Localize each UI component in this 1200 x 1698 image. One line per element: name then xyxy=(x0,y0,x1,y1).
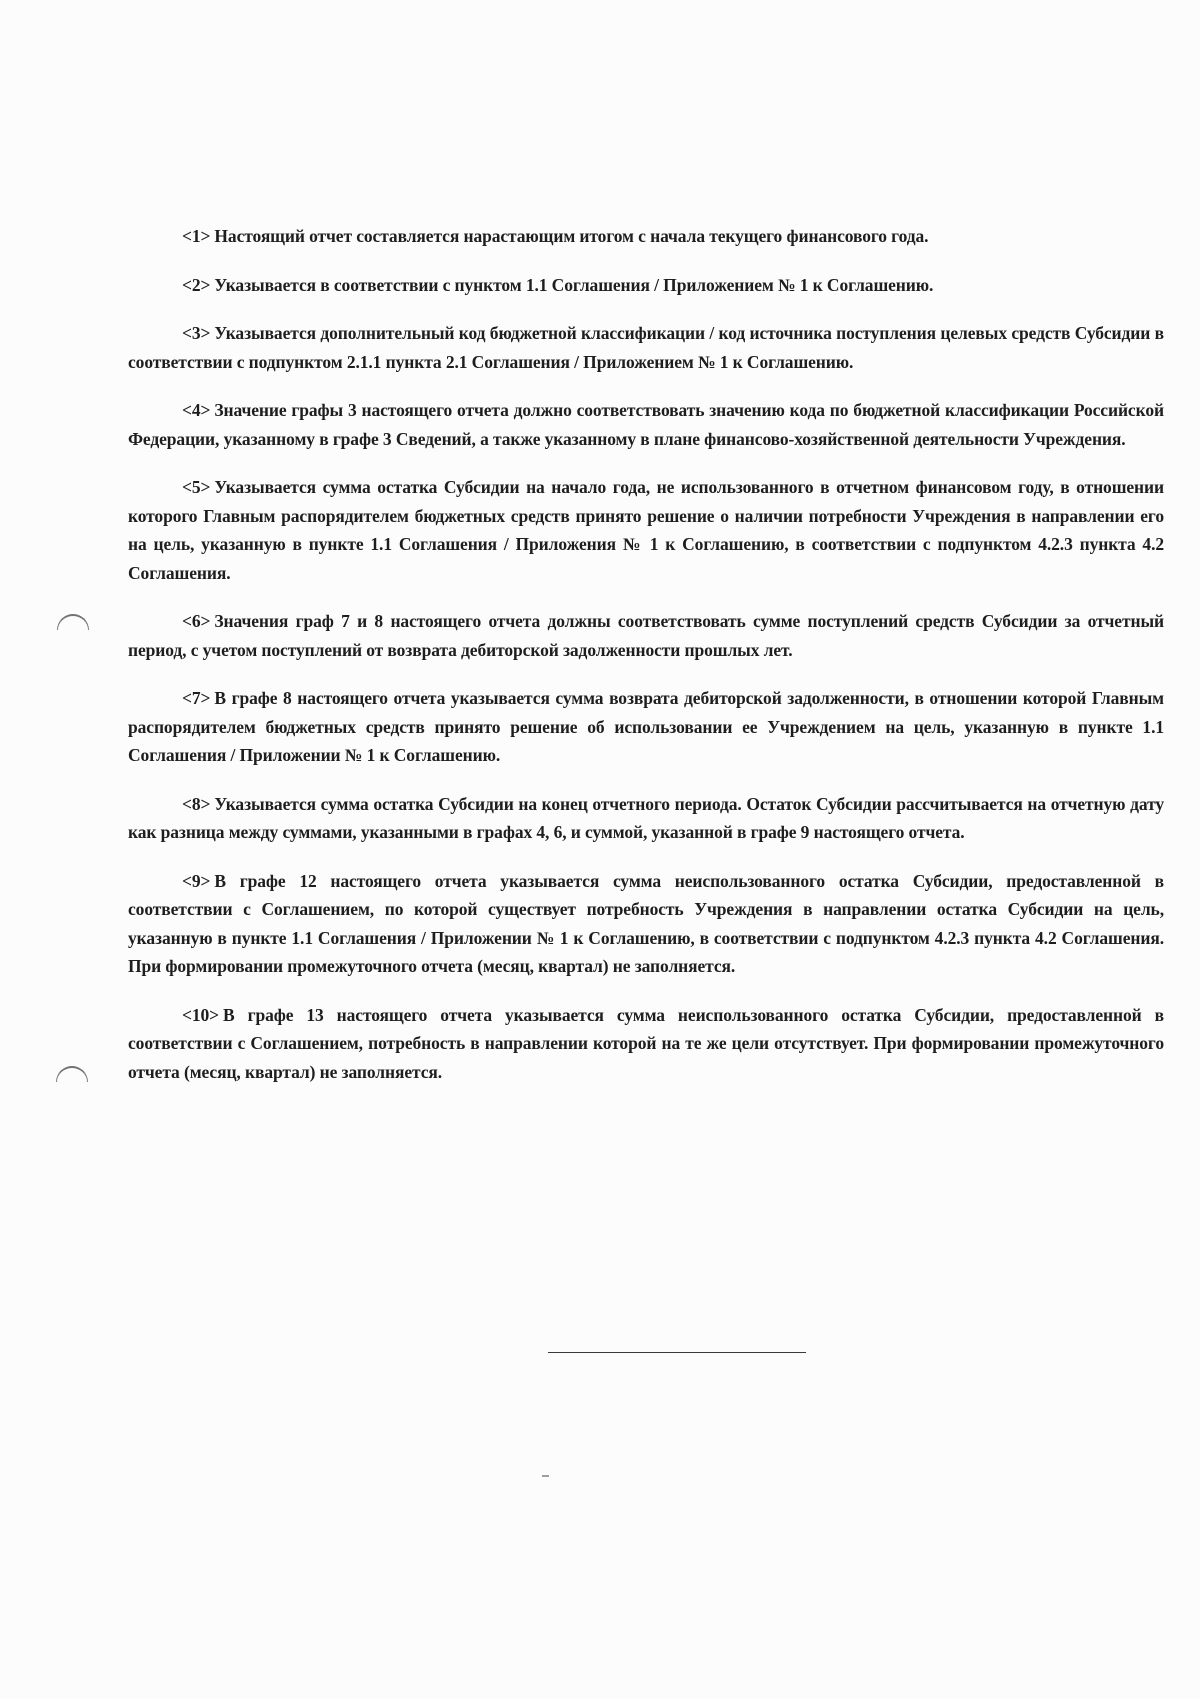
footnote-marker: <1> xyxy=(182,226,211,246)
footnote-5 xyxy=(128,473,1164,587)
footnote-text: Указывается сумма остатка Субсидии на конец отчетного периода. Остаток Субсидии рассчитывается на отчетную дату как разница между суммами, указанными в графах 4, 6, и суммой, указанной в графе 9 настоящего отчета. xyxy=(128,793,1164,842)
footnote-10 xyxy=(128,1001,1164,1087)
footnote-marker: <2> xyxy=(182,274,211,295)
footnote-marker: <7> xyxy=(182,688,211,708)
footnote-8 xyxy=(128,790,1164,847)
footnotes-list xyxy=(128,222,1164,1106)
footnote-text: Значения граф 7 и 8 настоящего отчета должны соответствовать сумме поступлений средств Субсидии за отчетный период, с учетом поступлений от возврата дебиторской задолженности прошлых лет. xyxy=(128,611,1164,660)
footnote-4 xyxy=(128,396,1164,453)
scan-speck xyxy=(542,1475,549,1477)
footnote-6 xyxy=(128,607,1164,664)
footnote-text: Указывается сумма остатка Субсидии на начало года, не использованного в отчетном финансовом году, в отношении которого Главным распорядителем бюджетных средств принято решение о наличии потребности Учреждения в направлении его на цель, указанную в пункте 1.1 Соглашения / Приложения № 1 к Соглашению, в соответствии с подпунктом 4.2.3 пункта 4.2 Соглашения. xyxy=(128,477,1164,583)
footnote-2 xyxy=(128,271,1164,300)
punch-hole-mark xyxy=(57,614,89,630)
footnote-text: Значение графы 3 настоящего отчета должно соответствовать значению кода по бюджетной классификации Российской Федерации, указанному в графе 3 Сведений, а также указанному в плане финансово-хозяйственной деятельности Учреждения. xyxy=(128,400,1164,449)
footnote-marker: <10> xyxy=(182,1004,220,1025)
footnote-marker: <6> xyxy=(182,611,211,631)
footnote-text: В графе 13 настоящего отчета указывается сумма неиспользованного остатка Субсидии, предоставленной в соответствии с Соглашением, потребность в направлении которой на те же цели отсутствует. При формировании промежуточного отчета (месяц, квартал) не заполняется. xyxy=(128,1004,1164,1082)
footnote-3 xyxy=(128,319,1164,376)
footnote-text: В графе 8 настоящего отчета указывается сумма возврата дебиторской задолженности, в отношении которой Главным распорядителем бюджетных средств принято решение об использовании ее Учреждением на цель, указанную в пункте 1.1 Соглашения / Приложении № 1 к Соглашению. xyxy=(128,688,1164,765)
footnote-1 xyxy=(128,222,1164,251)
footnote-9 xyxy=(128,867,1164,981)
footnote-text: В графе 12 настоящего отчета указывается сумма неиспользованного остатка Субсидии, предоставленной в соответствии с Соглашением, по которой существует потребность Учреждения в направлении остатка Субсидии на цель, указанную в пункте 1.1 Соглашения / Приложении № 1 к Соглашению, в соответствии с подпунктом 4.2.3 пункта 4.2 Соглашения. При формировании промежуточного отчета (месяц, квартал) не заполняется. xyxy=(128,870,1164,976)
footnote-text: Указывается дополнительный код бюджетной классификации / код источника поступления целевых средств Субсидии в соответствии с подпунктом 2.1.1 пункта 2.1 Соглашения / Приложением № 1 к Соглашению. xyxy=(128,323,1164,372)
footnote-marker: <8> xyxy=(182,793,211,814)
footnote-marker: <5> xyxy=(182,477,211,497)
footnote-marker: <9> xyxy=(182,870,211,891)
footnote-7 xyxy=(128,684,1164,770)
end-divider-line xyxy=(548,1352,806,1353)
punch-hole-mark xyxy=(56,1066,88,1082)
footnote-marker: <4> xyxy=(182,400,211,420)
footnote-marker: <3> xyxy=(182,323,211,343)
footnote-text: Указывается в соответствии с пунктом 1.1 Соглашения / Приложением № 1 к Соглашению. xyxy=(214,274,934,295)
footnote-text: Настоящий отчет составляется нарастающим итогом с начала текущего финансового года. xyxy=(214,226,929,246)
